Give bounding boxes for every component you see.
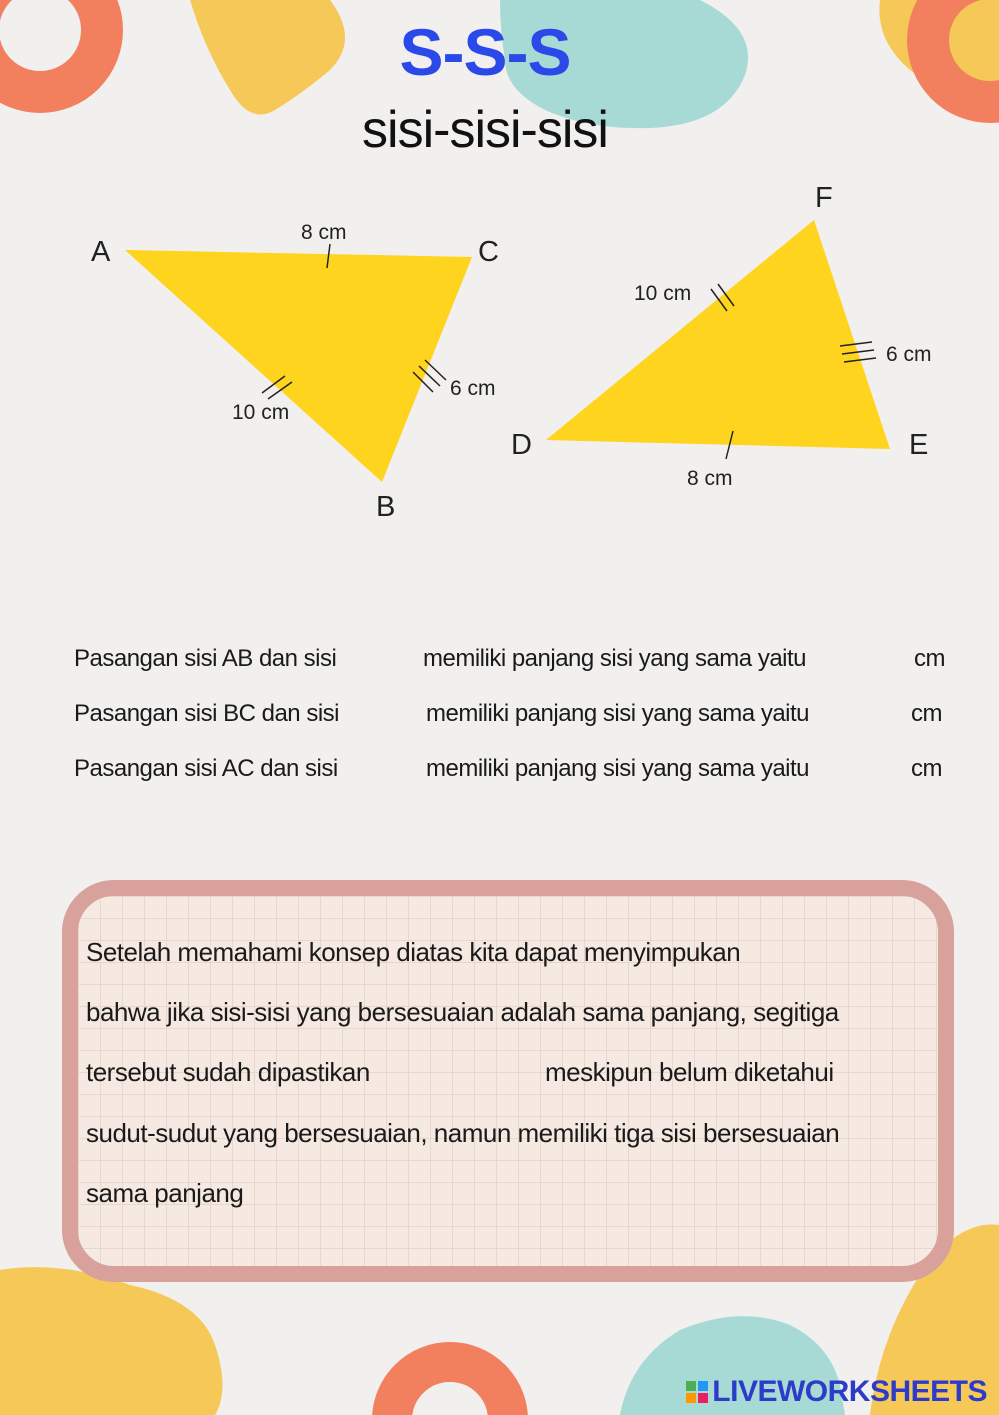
vertex-e: E: [909, 429, 929, 461]
page-title: S-S-S: [399, 15, 571, 89]
label-bc: 6 cm: [450, 377, 496, 400]
answer-input-ab-side[interactable]: [374, 645, 419, 672]
question-row-ab: [74, 645, 954, 679]
liveworksheets-branding: [686, 1372, 987, 1412]
vertex-d: D: [511, 429, 532, 461]
question-bc-middle: memiliki panjang sisi yang sama yaitu: [426, 700, 810, 727]
yellow-blob-bottom-left: [0, 1267, 223, 1415]
conclusion-line-5: sama panjang: [86, 1178, 244, 1208]
question-ac-middle: memiliki panjang sisi yang sama yaitu: [426, 755, 810, 782]
question-ac-start: Pasangan sisi AC dan sisi: [74, 755, 338, 782]
question-bc-start: Pasangan sisi BC dan sisi: [74, 700, 339, 727]
question-ab-unit: cm: [914, 645, 945, 672]
vertex-a: A: [91, 236, 111, 268]
liveworksheets-text: LIVEWORKSHEETS: [712, 1375, 987, 1408]
label-ac: 8 cm: [301, 221, 347, 244]
conclusion-line-3: [86, 1057, 886, 1089]
page-subtitle: sisi-sisi-sisi: [362, 101, 608, 159]
conclusion-line-3-start: tersebut sudah dipastikan: [86, 1057, 370, 1087]
label-ab: 10 cm: [232, 401, 290, 424]
triangle-def: [546, 220, 890, 449]
answer-input-ac-side[interactable]: [374, 755, 419, 782]
answer-input-ac-length[interactable]: [859, 755, 909, 782]
question-bc-unit: cm: [911, 700, 942, 727]
label-de: 8 cm: [687, 467, 733, 490]
question-row-bc: [74, 700, 954, 734]
triangles-figure: [0, 0, 999, 540]
conclusion-line-4: sudut-sudut yang bersesuaian, namun memiliki tiga sisi bersesuaian: [86, 1118, 840, 1148]
question-ab-start: Pasangan sisi AB dan sisi: [74, 645, 337, 672]
answer-input-conclusion[interactable]: [416, 1059, 536, 1088]
conclusion-line-1: Setelah memahami konsep diatas kita dapat menyimpukan: [86, 937, 741, 967]
answer-input-ab-length[interactable]: [859, 645, 909, 672]
label-df: 10 cm: [634, 282, 692, 305]
label-ef: 6 cm: [886, 343, 932, 366]
conclusion-line-3-end: meskipun belum diketahui: [545, 1057, 834, 1087]
question-ab-middle: memiliki panjang sisi yang sama yaitu: [423, 645, 807, 672]
conclusion-line-2: bahwa jika sisi-sisi yang bersesuaian adalah sama panjang, segitiga: [86, 997, 839, 1027]
question-ac-unit: cm: [911, 755, 942, 782]
vertex-b: B: [376, 491, 396, 523]
answer-input-bc-side[interactable]: [374, 700, 419, 727]
liveworksheets-logo-icon: [686, 1381, 708, 1403]
vertex-f: F: [815, 182, 833, 214]
answer-input-bc-length[interactable]: [859, 700, 909, 727]
question-row-ac: [74, 755, 954, 789]
orange-ring-bottom: [392, 1362, 508, 1415]
vertex-c: C: [478, 236, 499, 268]
